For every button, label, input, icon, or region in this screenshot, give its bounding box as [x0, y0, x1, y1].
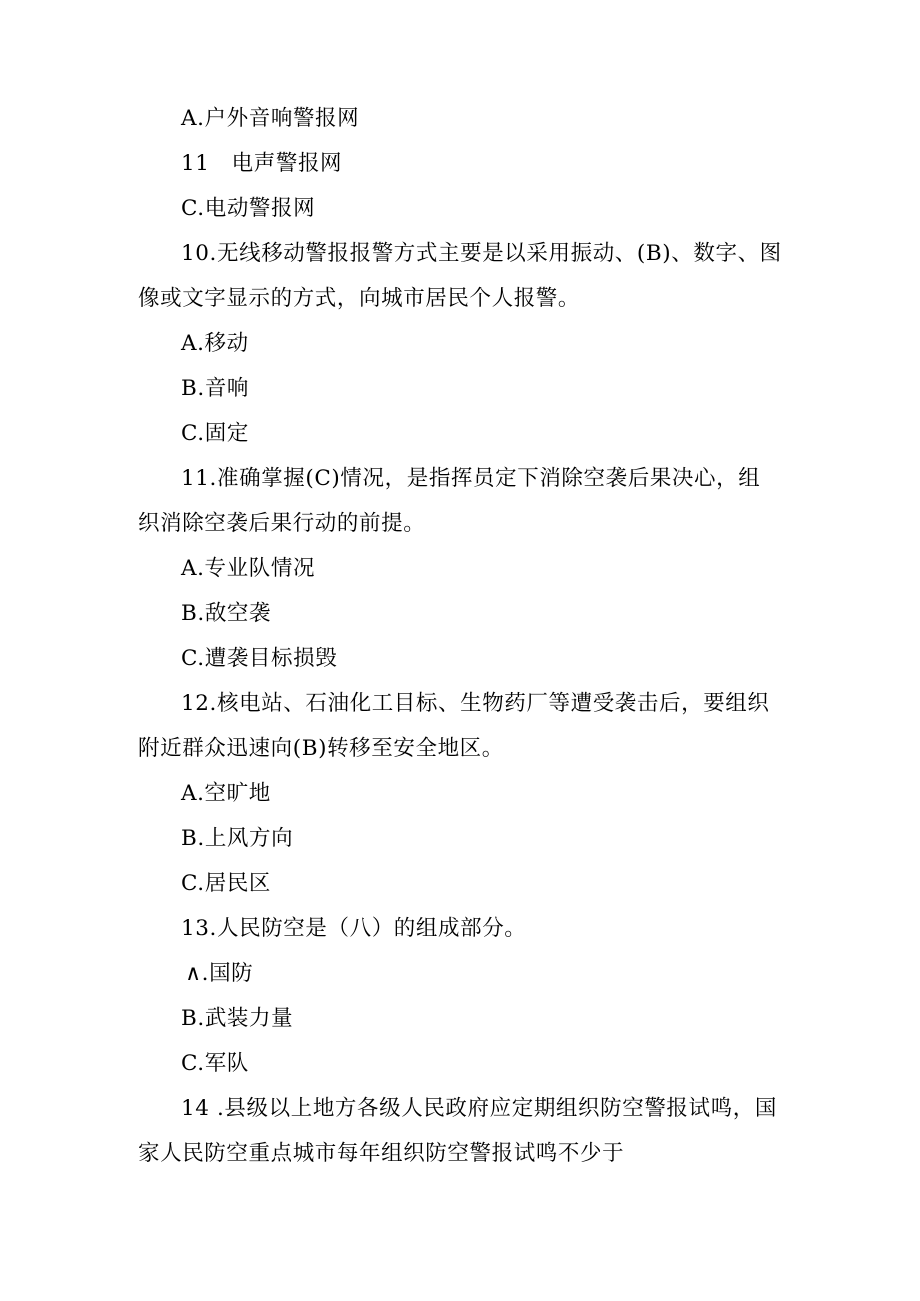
answer-option: C.固定 — [181, 421, 249, 446]
question-paragraph: 11.准确掌握(C)情况，是指挥员定下消除空袭后果决心，组织消除空袭后果行动的前提。 — [138, 466, 761, 536]
answer-option: B.音响 — [181, 376, 250, 401]
answer-option: A.空旷地 — [181, 781, 271, 806]
question-paragraph: 13.人民防空是（八）的组成部分。 — [181, 916, 527, 941]
answer-option: B.武装力量 — [181, 1006, 294, 1031]
answer-option: C.军队 — [181, 1051, 249, 1076]
question-paragraph: 14 .县级以上地方各级人民政府应定期组织防空警报试鸣，国家人民防空重点城市每年组织防空警报试鸣不少于 — [138, 1096, 777, 1166]
answer-option: B.敌空袭 — [181, 601, 272, 626]
answer-option: 11 电声警报网 — [181, 151, 343, 176]
answer-option: ∧.国防 — [185, 961, 254, 986]
question-paragraph: 12.核电站、石油化工目标、生物药厂等遭受袭击后，要组织附近群众迅速向(B)转移至安全地区。 — [138, 691, 770, 761]
question-paragraph: 10.无线移动警报报警方式主要是以采用振动、(B)、数字、图像或文字显示的方式，向城市居民个人报警。 — [138, 241, 782, 311]
answer-option: C.遭袭目标损毁 — [181, 646, 338, 671]
answer-option: C.居民区 — [181, 871, 272, 896]
answer-option: B.上风方向 — [181, 826, 294, 851]
answer-option: A.户外音响警报网 — [181, 106, 360, 131]
answer-option: C.电动警报网 — [181, 196, 316, 221]
answer-option: A.专业队情况 — [181, 556, 316, 581]
answer-option: A.移动 — [181, 331, 249, 356]
document-body — [138, 96, 782, 1176]
